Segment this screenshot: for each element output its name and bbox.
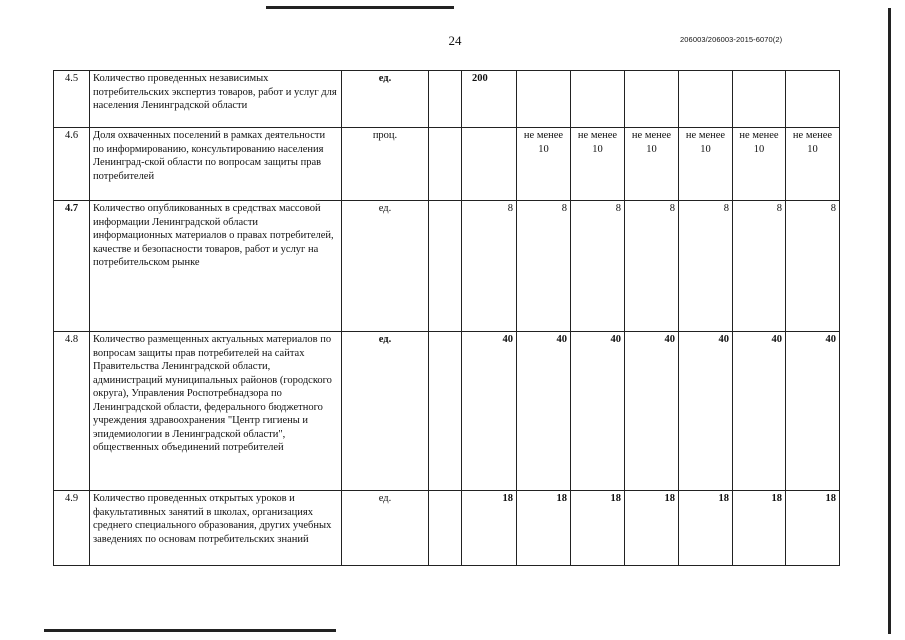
value-cell: 8 [625,201,679,332]
value-cell [733,71,786,128]
value-cell: не менее 10 [625,128,679,201]
value-cell: 18 [625,491,679,566]
page-number: 24 [448,33,462,48]
indicator-name: Количество размещенных актуальных материалов по вопросам защиты прав потребителей на сайтах Правительства Ленинградской области, администраций муниципальных районов (городского округа), Управления Роспотребнадзора по Ленинградской области, федерального бюджетного учреждения здравоохранения "Центр гигиены и эпидемиологии в Ленинградской области", общественных объединений потребителей [90,332,342,491]
value-cell [571,71,625,128]
value-cell: не менее 10 [679,128,733,201]
value-cell: 40 [679,332,733,491]
value-cell: 18 [786,491,840,566]
indicators-table [53,70,840,566]
value-cell: 8 [462,201,517,332]
value-cell: 8 [733,201,786,332]
row-number: 4.8 [54,332,90,491]
row-number: 4.9 [54,491,90,566]
value-cell: 18 [517,491,571,566]
value-cell: 18 [733,491,786,566]
value-cell: не менее 10 [571,128,625,201]
value-cell: 8 [786,201,840,332]
value-cell [429,332,462,491]
value-cell: 40 [571,332,625,491]
value-cell: 40 [786,332,840,491]
value-cell [429,71,462,128]
row-number: 4.5 [54,71,90,128]
unit-cell: ед. [342,201,429,332]
value-cell: 18 [679,491,733,566]
value-cell [786,71,840,128]
value-cell [462,128,517,201]
indicator-name: Количество проведенных независимых потребительских экспертиз товаров, работ и услуг для населения Ленинградской области [90,71,342,128]
value-cell: 200 [462,71,517,128]
value-cell: 40 [625,332,679,491]
document-code: 206003/206003-2015-6070(2) [680,35,783,44]
value-cell: 8 [679,201,733,332]
table-row [54,491,840,566]
unit-cell: ед. [342,332,429,491]
value-cell [429,128,462,201]
table-row [54,128,840,201]
value-cell [625,71,679,128]
unit-cell: ед. [342,71,429,128]
value-cell: 40 [733,332,786,491]
scan-artifact-edge-right [888,8,891,634]
value-cell: 40 [462,332,517,491]
unit-cell: ед. [342,491,429,566]
value-cell: 8 [517,201,571,332]
value-cell: 40 [517,332,571,491]
row-number: 4.7 [54,201,90,332]
indicator-name: Количество проведенных открытых уроков и факультативных занятий в школах, организациях среднего специального образования, других учебных заведениях по основам потребительских знаний [90,491,342,566]
value-cell: не менее 10 [786,128,840,201]
indicator-name: Количество опубликованных в средствах массовой информации Ленинградской области информационных материалов о правах потребителей, качестве и безопасности товаров, работ и услуг на потребительском рынке [90,201,342,332]
value-cell [679,71,733,128]
value-cell [517,71,571,128]
table-row [54,71,840,128]
value-cell: 8 [571,201,625,332]
row-number: 4.6 [54,128,90,201]
value-cell: не менее 10 [517,128,571,201]
scan-artifact-line-top [266,6,454,9]
value-cell [429,201,462,332]
value-cell [429,491,462,566]
unit-cell: проц. [342,128,429,201]
table-row [54,201,840,332]
scan-artifact-line-bottom [44,629,336,632]
value-cell: не менее 10 [733,128,786,201]
table-row [54,332,840,491]
indicator-name: Доля охваченных поселений в рамках деятельности по информированию, консультированию населения Ленинград-ской области по вопросам защиты прав потребителей [90,128,342,201]
value-cell: 18 [462,491,517,566]
value-cell: 18 [571,491,625,566]
